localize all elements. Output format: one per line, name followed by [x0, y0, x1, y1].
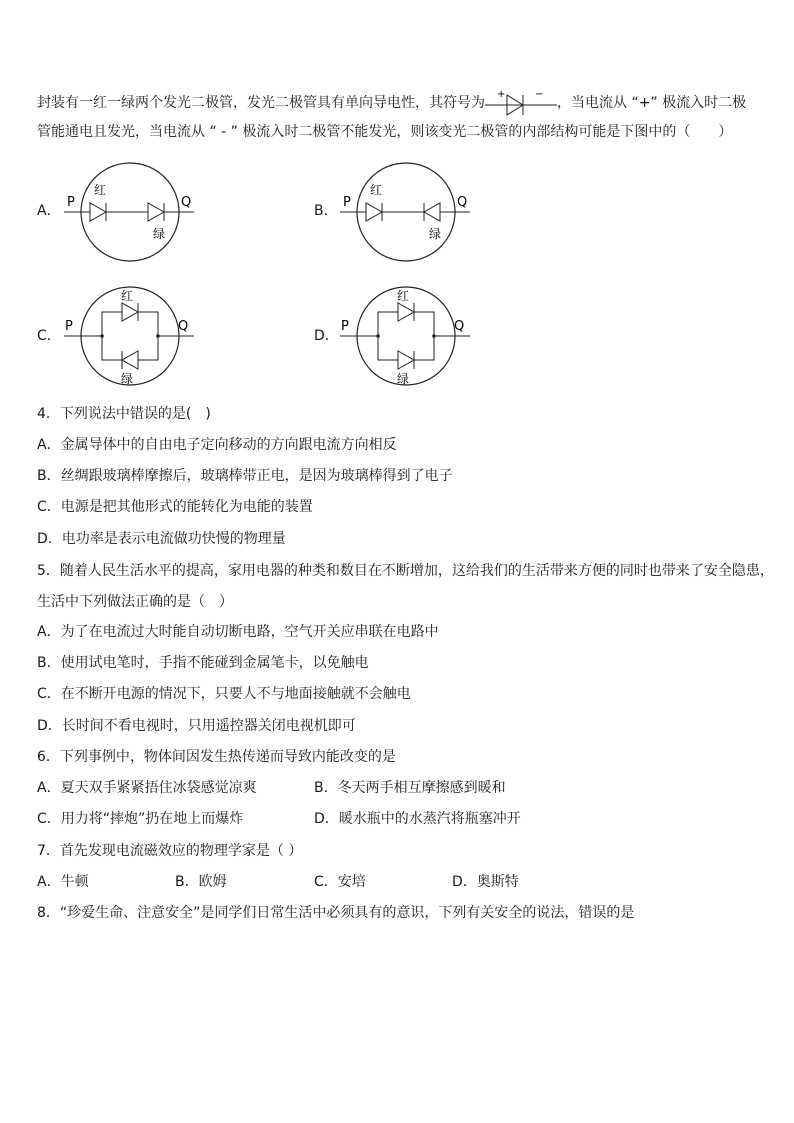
- q6-option-b: B．冬天两手相互摩擦感到暖和: [314, 780, 506, 796]
- figure-c-red-label: 红: [121, 289, 134, 303]
- q5-stem-line2: 生活中下列做法正确的是（ ）: [37, 594, 233, 610]
- figure-d-green-label: 绿: [397, 372, 410, 386]
- figure-a-red-label: 红: [94, 183, 107, 197]
- q7-stem: 7．首先发现电流磁效应的物理学家是（ ）: [37, 843, 303, 859]
- q7-option-a: A．牛顿: [37, 874, 89, 890]
- q4-option-a: A．金属导体中的自由电子定向移动的方向跟电流方向相反: [37, 437, 397, 453]
- figure-d-p-label: P: [341, 319, 349, 334]
- figure-b-letter: B．: [314, 203, 338, 219]
- q7-option-b: B．欧姆: [175, 874, 227, 890]
- figure-a-p-label: P: [67, 195, 75, 210]
- figure-a-letter: A．: [37, 203, 61, 219]
- figure-d-q-label: Q: [454, 319, 465, 334]
- q3-line1: [37, 88, 746, 118]
- figure-d-red-label: 红: [397, 289, 410, 303]
- figure-a-green-label: 绿: [153, 227, 166, 241]
- figure-c-p-label: P: [65, 319, 73, 334]
- q7-option-d: D．奥斯特: [452, 874, 519, 890]
- figure-a-q-label: Q: [181, 195, 192, 210]
- q5-stem-line1: 5．随着人民生活水平的提高，家用电器的种类和数目在不断增加，这给我们的生活带来方便的同时也带来了安全隐患，: [37, 563, 774, 579]
- figure-b-p-label: P: [343, 195, 351, 210]
- q5-option-d: D．长时间不看电视时，只用遥控器关闭电视机即可: [37, 718, 356, 734]
- q5-option-c: C．在不断开电源的情况下，只要人不与地面接触就不会触电: [37, 686, 411, 702]
- figure-c-diagram: [60, 284, 200, 388]
- figure-b-diagram: [336, 160, 476, 264]
- q6-option-c: C．用力将“摔炮”扔在地上而爆炸: [37, 811, 244, 827]
- q8-stem: 8．“珍爱生命、注意安全”是同学们日常生活中必须具有的意识，下列有关安全的说法，错误的是: [37, 905, 635, 921]
- figure-b-red-label: 红: [370, 183, 383, 197]
- q3-line1-before: 封装有一红一绿两个发光二极管，发光二极管具有单向导电性，其符号为: [37, 95, 485, 111]
- q3-line2: 管能通电且发光，当电流从 “ - ” 极流入时二极管不能发光，则该变光二极管的内部结构可能是下图中的（ ）: [37, 124, 733, 140]
- q3-line1-after: ，当电流从 “+” 极流入时二极: [557, 95, 747, 111]
- figure-d-letter: D．: [314, 328, 339, 344]
- diode-symbol-icon: [485, 88, 557, 118]
- q7-option-c: C．安培: [314, 874, 366, 890]
- q4-stem: 4．下列说法中错误的是( ): [37, 406, 211, 422]
- figure-b-q-label: Q: [457, 195, 468, 210]
- figure-a-diagram: [60, 160, 200, 264]
- q4-option-c: C．电源是把其他形式的能转化为电能的装置: [37, 499, 313, 515]
- q4-option-d: D．电功率是表示电流做功快慢的物理量: [37, 531, 286, 547]
- diode-plus-label: +: [497, 89, 506, 100]
- figure-d-diagram: [336, 284, 476, 388]
- q5-option-b: B．使用试电笔时，手指不能碰到金属笔卡，以免触电: [37, 655, 369, 671]
- figure-c-letter: C．: [37, 328, 61, 344]
- figure-c-q-label: Q: [178, 319, 189, 334]
- q6-stem: 6．下列事例中，物体间因发生热传递而导致内能改变的是: [37, 749, 396, 765]
- q6-option-d: D．暖水瓶中的水蒸汽将瓶塞冲开: [314, 811, 521, 827]
- q5-option-a: A．为了在电流过大时能自动切断电路，空气开关应串联在电路中: [37, 624, 439, 640]
- q6-option-a: A．夏天双手紧紧捂住冰袋感觉凉爽: [37, 780, 257, 796]
- figure-b-green-label: 绿: [429, 227, 442, 241]
- q4-option-b: B．丝绸跟玻璃棒摩擦后，玻璃棒带正电，是因为玻璃棒得到了电子: [37, 468, 453, 484]
- diode-minus-label: −: [535, 89, 544, 100]
- figure-c-green-label: 绿: [121, 372, 134, 386]
